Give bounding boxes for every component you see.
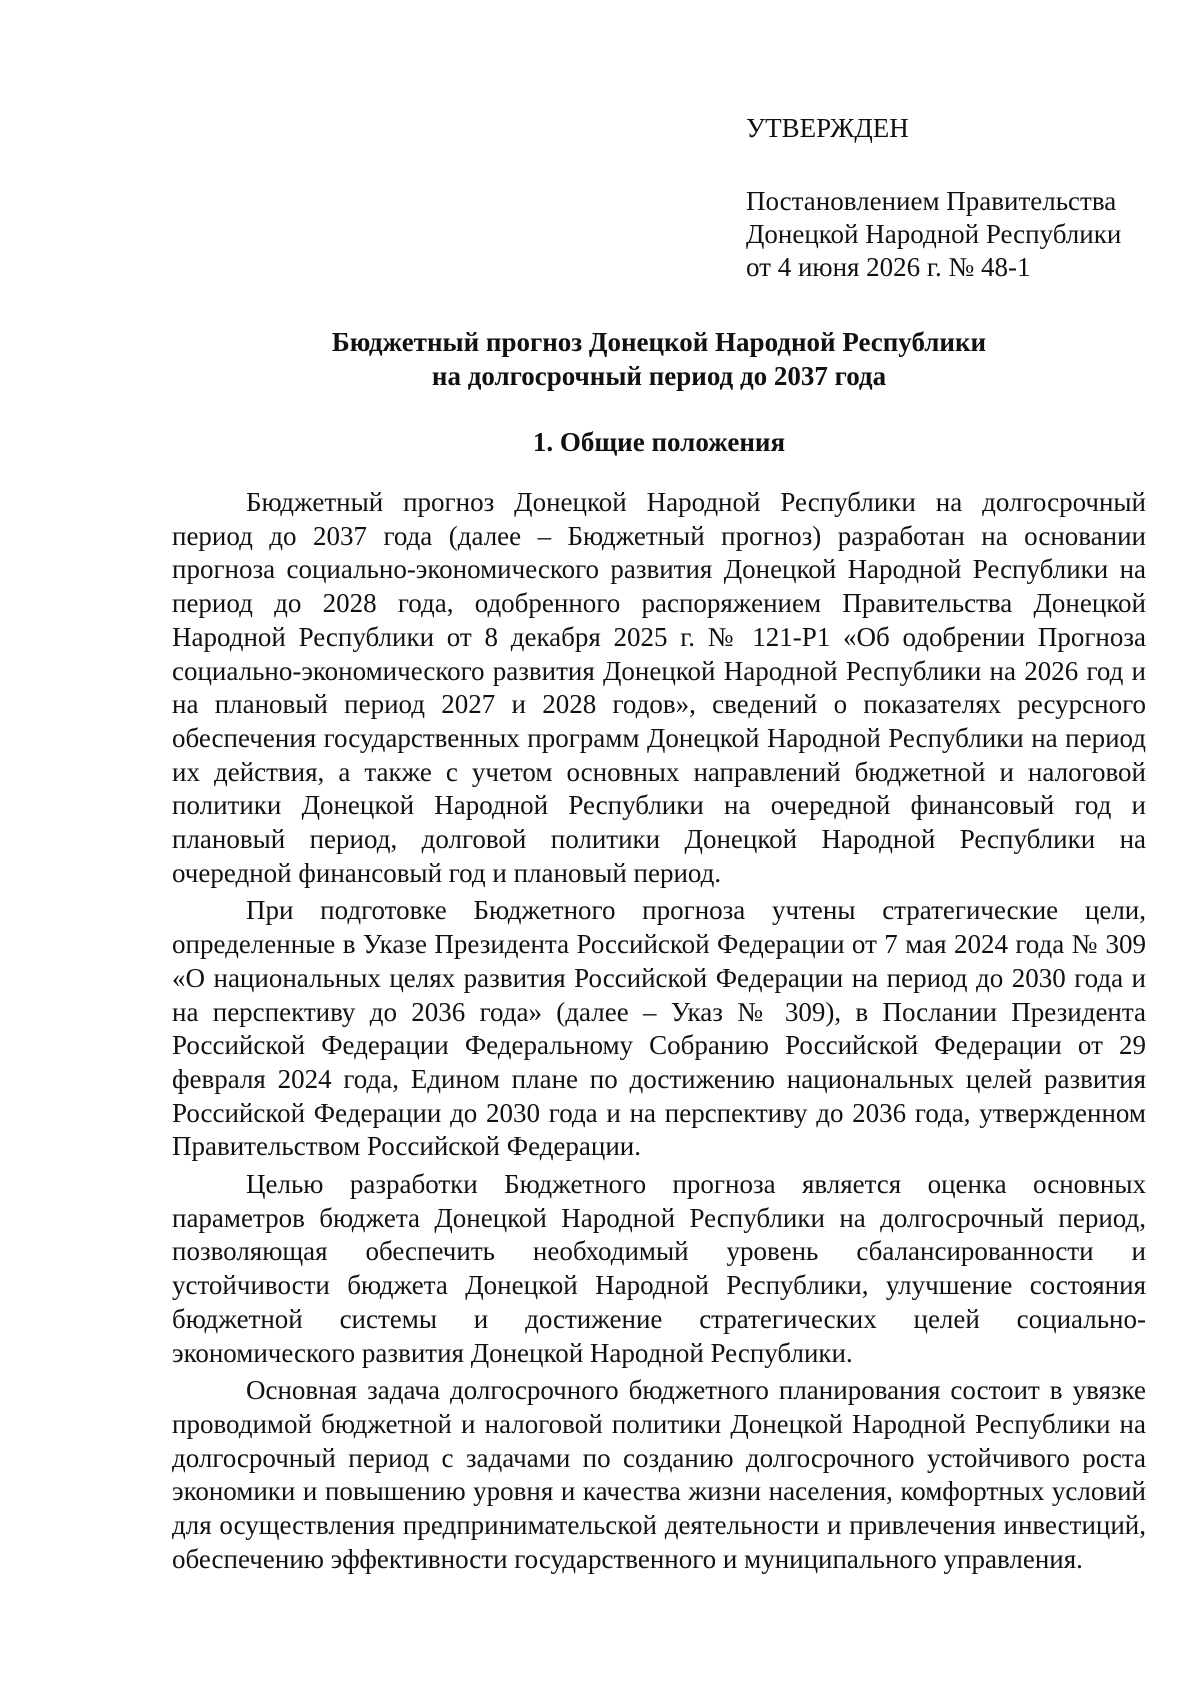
approval-line-date-number: от 4 июня 2026 г. № 48-1 [746,252,1031,282]
document-title-line-2: на долгосрочный период до 2037 года [431,361,887,391]
paragraph: Основная задача долгосрочного бюджетного планирования состоит в увязке проводимой бюджетной и налоговой политики Донецкой Народной Республики на долгосрочный период с задачами по созданию долгосрочного устойчивого роста экономики и повышению уровня и качества жизни населения, комфортных условий для осуществления предпринимательской деятельности и привлечения инвестиций, обеспечению эффективности государственного и муниципального управления. [172,1375,1146,1574]
document-title-line-1: Бюджетный прогноз Донецкой Народной Республики [331,327,987,357]
paragraph: При подготовке Бюджетного прогноза учтены стратегические цели, определенные в Указе Президента Российской Федерации от 7 мая 2024 года № 309 «О национальных целях развития Российской Федерации на период до 2030 года и на перспективу до 2036 года» (далее – Указ № 309), в Послании Президента Российской Федерации Федеральному Собранию Российской Федерации от 29 февраля 2024 года, Едином плане по достижению национальных целей развития Российской Федерации до 2030 года и на перспективу до 2036 года, утвержденном Правительством Российской Федерации. [172,895,1146,1162]
document-body [172,486,1146,1581]
approval-stamp [746,112,1166,284]
document-title [172,325,1146,393]
paragraph: Бюджетный прогноз Донецкой Народной Республики на долгосрочный период до 2037 года (далее – Бюджетный прогноз) разработан на основании прогноза социально-экономического развития Донецкой Народной Республики на период до 2028 года, одобренного распоряжением Правительства Донецкой Народной Республики от 8 декабря 2025 г. № 121-Р1 «Об одобрении Прогноза социально-экономического развития Донецкой Народной Республики на 2026 год и на плановый период 2027 и 2028 годов», сведений о показателях ресурсного обеспечения государственных программ Донецкой Народной Республики на период их действия, а также с учетом основных направлений бюджетной и налоговой политики Донецкой Народной Республики на очередной финансовый год и плановый период, долговой политики Донецкой Народной Республики на очередной финансовый год и плановый период. [172,487,1146,888]
approval-line-republic: Донецкой Народной Республики [746,219,1122,249]
paragraph: Целью разработки Бюджетного прогноза является оценка основных параметров бюджета Донецкой Народной Республики на долгосрочный период, позволяющая обеспечить необходимый уровень сбалансированности и устойчивости бюджета Донецкой Народной Республики, улучшение состояния бюджетной системы и достижение стратегических целей социально-экономического развития Донецкой Народной Республики. [172,1169,1146,1368]
approval-line-decree: Постановлением Правительства [746,186,1117,216]
section-heading: 1. Общие положения [532,427,786,457]
approved-label: УТВЕРЖДЕН [746,113,909,143]
